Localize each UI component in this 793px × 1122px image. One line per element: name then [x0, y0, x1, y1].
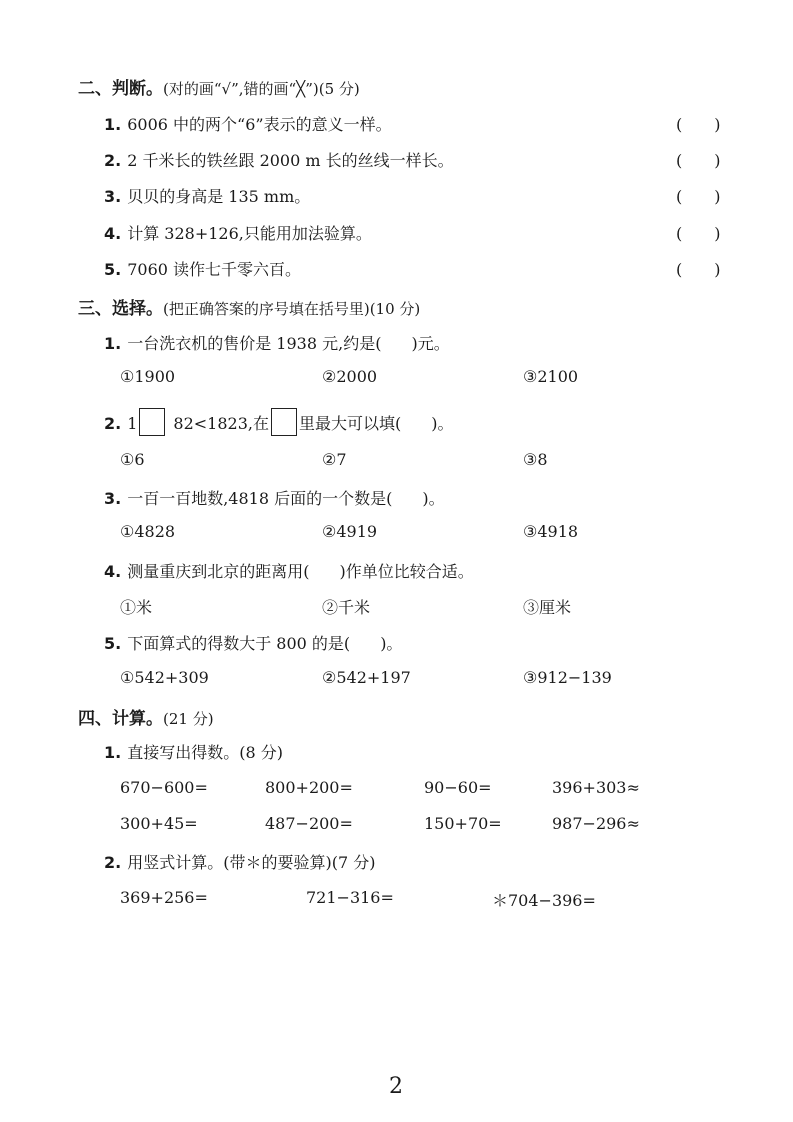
choice-3-option-2[interactable]: ②4919: [322, 522, 378, 541]
calc-expression: 487−200=: [265, 814, 353, 833]
choice-4-option-1[interactable]: ①米: [120, 598, 153, 617]
choice-1-option-1[interactable]: ①1900: [120, 367, 176, 386]
choice-1-option-3[interactable]: ③2100: [523, 367, 579, 386]
calc-expression: 800+200=: [265, 778, 353, 797]
answer-paren[interactable]: ( ): [676, 115, 721, 134]
choice-1-option-2[interactable]: ②2000: [322, 367, 378, 386]
choice-item-2: 2. 1 82<1823,在 里最大可以填( )。: [104, 408, 453, 436]
digit-box[interactable]: [271, 408, 297, 436]
choice-item-5: 5. 下面算式的得数大于 800 的是( )。: [104, 634, 403, 653]
vertical-calc-expression: 721−316=: [306, 888, 394, 907]
choice-item-4: 4. 测量重庆到北京的距离用( )作单位比较合适。: [104, 562, 474, 581]
answer-paren[interactable]: ( ): [676, 224, 721, 243]
calc-expression: 396+303≈: [552, 778, 640, 797]
choice-4-option-3[interactable]: ③厘米: [523, 598, 572, 617]
section-choice-title: 三、选择。(把正确答案的序号填在括号里)(10 分): [78, 299, 421, 319]
choice-4-option-2[interactable]: ②千米: [322, 598, 371, 617]
choice-5-option-3[interactable]: ③912−139: [523, 668, 612, 687]
judge-item-5: 5. 7060 读作七千零六百。: [104, 260, 302, 279]
calc-part-2-heading: 2. 用竖式计算。(带＊的要验算)(7 分): [104, 853, 376, 872]
choice-3-option-3[interactable]: ③4918: [523, 522, 579, 541]
digit-box[interactable]: [139, 408, 165, 436]
calc-expression: 987−296≈: [552, 814, 640, 833]
choice-item-1: 1. 一台洗衣机的售价是 1938 元,约是( )元。: [104, 334, 450, 353]
vertical-calc-expression: ＊704−396=: [492, 891, 596, 910]
answer-paren[interactable]: ( ): [676, 260, 721, 279]
judge-item-3: 3. 贝贝的身高是 135 mm。: [104, 187, 311, 206]
judge-item-1: 1. 6006 中的两个“6”表示的意义一样。: [104, 115, 392, 134]
answer-paren[interactable]: ( ): [676, 187, 721, 206]
choice-5-option-1[interactable]: ①542+309: [120, 668, 209, 687]
calc-expression: 300+45=: [120, 814, 198, 833]
calc-part-1-heading: 1. 直接写出得数。(8 分): [104, 743, 283, 762]
choice-2-option-3[interactable]: ③8: [523, 450, 548, 469]
section-calc-title: 四、计算。(21 分): [78, 709, 214, 729]
calc-expression: 670−600=: [120, 778, 208, 797]
choice-2-option-2[interactable]: ②7: [322, 450, 347, 469]
answer-paren[interactable]: ( ): [676, 151, 721, 170]
calc-expression: 150+70=: [424, 814, 502, 833]
judge-item-2: 2. 2 千米长的铁丝跟 2000 m 长的丝线一样长。: [104, 151, 454, 170]
judge-item-4: 4. 计算 328+126,只能用加法验算。: [104, 224, 372, 243]
choice-3-option-1[interactable]: ①4828: [120, 522, 176, 541]
choice-2-option-1[interactable]: ①6: [120, 450, 145, 469]
calc-expression: 90−60=: [424, 778, 492, 797]
choice-5-option-2[interactable]: ②542+197: [322, 668, 411, 687]
section-judge-title: 二、判断。(对的画“√”,错的画“╳”)(5 分): [78, 79, 360, 99]
vertical-calc-expression: 369+256=: [120, 888, 208, 907]
page-number: 2: [389, 1074, 403, 1099]
choice-item-3: 3. 一百一百地数,4818 后面的一个数是( )。: [104, 489, 445, 508]
